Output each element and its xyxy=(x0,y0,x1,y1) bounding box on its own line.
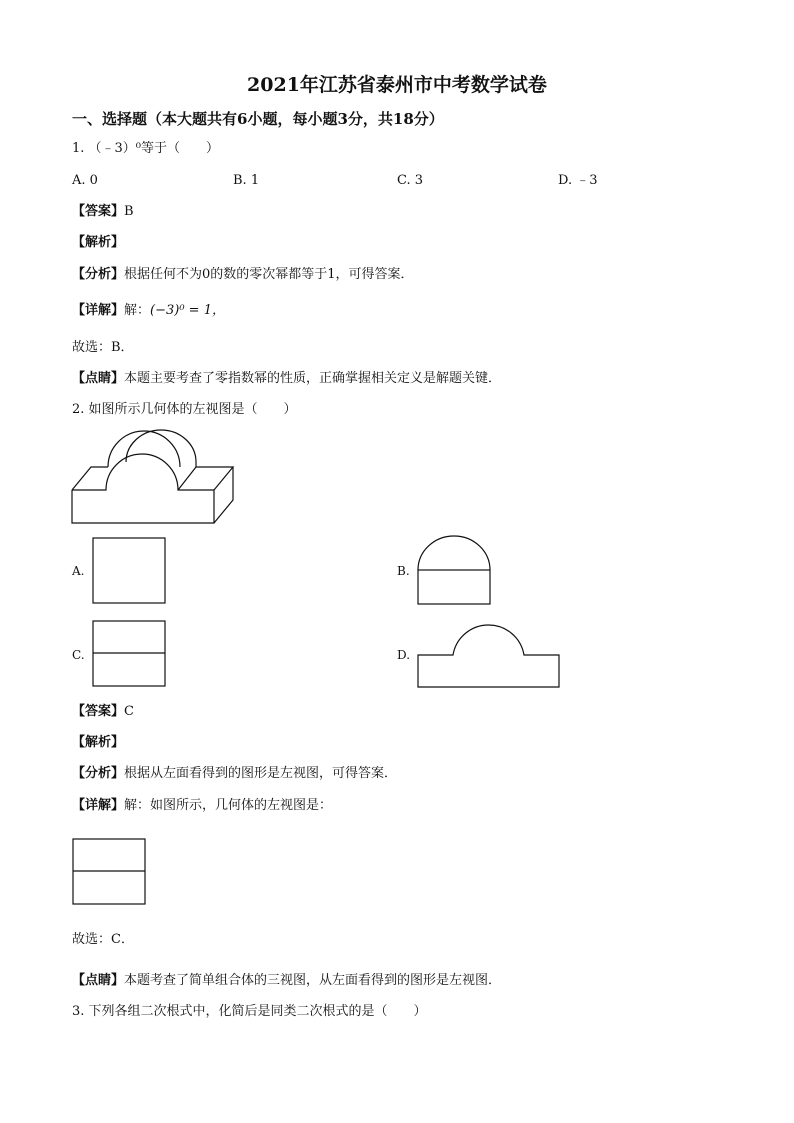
q2-solution-figure xyxy=(72,838,147,906)
q2-option-d-label: D. xyxy=(397,648,411,662)
q1-option-b: B. 1 xyxy=(233,173,260,188)
detail-text: 解：如图所示，几何体的左视图是： xyxy=(124,798,333,813)
comment-tag: 【点睛】 xyxy=(72,371,125,386)
fenxi-text: 根据从左面看得到的图形是左视图，可得答案． xyxy=(124,766,398,781)
answer-value: C xyxy=(124,704,134,719)
q2-stem: 2. 如图所示几何体的左视图是（ ） xyxy=(72,402,297,417)
answer-value: B xyxy=(124,204,134,219)
q1-comment-line xyxy=(72,370,501,388)
fenxi-text: 根据任何不为0的数的零次幂都等于1，可得答案． xyxy=(124,267,414,282)
q1-fenxi-line xyxy=(72,266,414,284)
q2-option-a-figure xyxy=(92,537,167,605)
comment-text: 本题主要考查了零指数幂的性质，正确掌握相关定义是解题关键． xyxy=(124,371,502,386)
q2-detail-line xyxy=(72,797,332,815)
q2-option-d-figure xyxy=(417,617,562,689)
q2-comment-line xyxy=(72,972,501,990)
solid-figure xyxy=(70,428,235,525)
q1-detail-line xyxy=(72,302,225,320)
q1-option-c: C. 3 xyxy=(397,173,424,188)
answer-tag: 【答案】 xyxy=(72,204,125,219)
q2-fenxi-line xyxy=(72,765,397,783)
q1-option-a: A. 0 xyxy=(72,173,98,188)
comment-tag: 【点睛】 xyxy=(72,973,125,988)
answer-tag: 【答案】 xyxy=(72,704,125,719)
analysis-tag: 【解析】 xyxy=(72,735,125,750)
q1-analysis-tag xyxy=(72,234,124,252)
q1-choose: 故选：B． xyxy=(72,340,134,355)
q2-analysis-tag xyxy=(72,734,124,752)
q2-option-a-label: A. xyxy=(72,564,85,578)
detail-formula: (−3)⁰ = 1， xyxy=(150,303,225,318)
q2-answer-line xyxy=(72,703,134,721)
q2-option-b-label: B. xyxy=(397,564,410,578)
detail-prefix: 解： xyxy=(124,303,151,318)
q1-answer-line xyxy=(72,203,134,221)
fenxi-tag: 【分析】 xyxy=(72,766,125,781)
fenxi-tag: 【分析】 xyxy=(72,267,125,282)
detail-tag: 【详解】 xyxy=(72,798,125,813)
q3-stem: 3. 下列各组二次根式中，化简后是同类二次根式的是（ ） xyxy=(72,1004,427,1019)
q1-option-d: D. ﹣3 xyxy=(558,173,598,188)
q2-option-b-figure xyxy=(417,535,493,607)
comment-text: 本题考查了简单组合体的三视图，从左面看得到的图形是左视图． xyxy=(124,973,502,988)
page-title: 2021年江苏省泰州市中考数学试卷 xyxy=(247,74,547,96)
analysis-tag: 【解析】 xyxy=(72,235,125,250)
q2-choose: 故选：C． xyxy=(72,932,134,947)
q2-option-c-label: C. xyxy=(72,648,85,662)
q1-stem: 1. （﹣3）⁰等于（ ） xyxy=(72,141,220,156)
section-heading: 一、选择题（本大题共有6小题，每小题3分，共18分） xyxy=(72,110,444,128)
q2-option-c-figure xyxy=(92,620,167,688)
detail-tag: 【详解】 xyxy=(72,303,125,318)
